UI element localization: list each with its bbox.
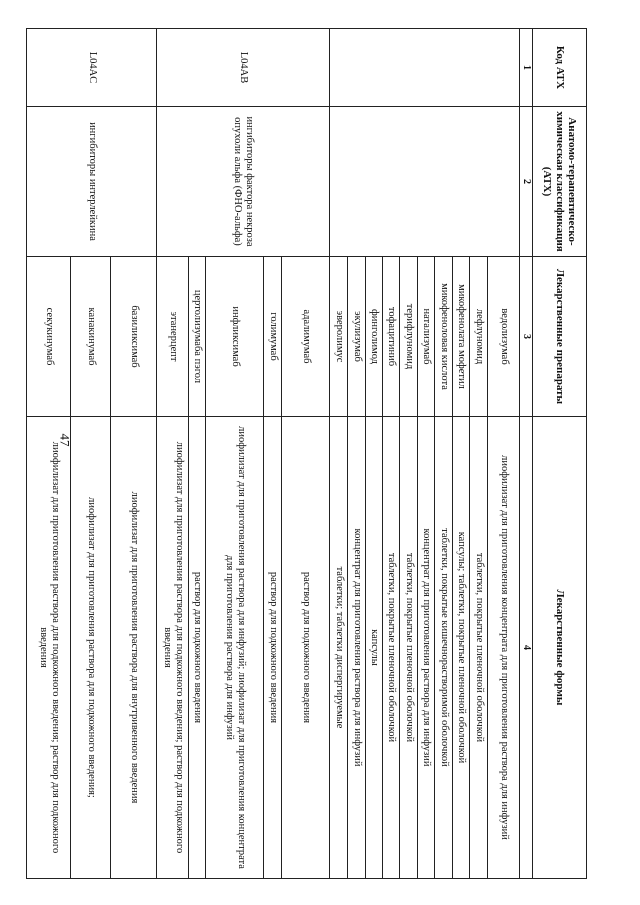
drug-name: лефлуномид — [470, 257, 488, 417]
column-number: 4 — [520, 417, 533, 879]
dosage-form: лиофилизат для приготовления концентрата для приготовления раствора для инфузий — [488, 417, 520, 879]
header-class: Анатомо-терапевтическо-химическая классификация (АТХ) — [533, 107, 587, 257]
drug-name: инфликсимаб — [206, 257, 264, 417]
drug-name: финголимод — [366, 257, 383, 417]
drug-name: адалимумаб — [282, 257, 330, 417]
dosage-form: лиофилизат для приготовления раствора для подкожного введения; раствор для подкожного введения — [27, 417, 71, 879]
atc-code: L04AC — [27, 29, 157, 107]
dosage-form: лиофилизат для приготовления раствора для подкожного введения; — [71, 417, 111, 879]
drug-table — [26, 28, 587, 879]
dosage-form: концентрат для приготовления раствора для инфузий — [348, 417, 366, 879]
dosage-form: таблетки, покрытые пленочной оболочкой — [383, 417, 400, 879]
dosage-form: таблетки, покрытые пленочной оболочкой — [400, 417, 418, 879]
dosage-form: концентрат для приготовления раствора для инфузий — [418, 417, 435, 879]
page-number: 47 — [57, 433, 73, 447]
dosage-form: раствор для подкожного введения — [282, 417, 330, 879]
header-forms: Лекарственные формы — [533, 417, 587, 879]
drug-name: натализумаб — [418, 257, 435, 417]
dosage-form: таблетки, покрытые кишечнорастворимой оболочкой — [435, 417, 453, 879]
drug-name: микофенолата мофетил — [453, 257, 470, 417]
column-number: 3 — [520, 257, 533, 417]
dosage-form: лиофилизат для приготовления раствора для подкожного введения; раствор для подкожного введения — [157, 417, 189, 879]
column-number: 1 — [520, 29, 533, 107]
drug-name: голимумаб — [264, 257, 282, 417]
dosage-form: таблетки, покрытые пленочной оболочкой — [470, 417, 488, 879]
header-code: Код АТХ — [533, 29, 587, 107]
column-number: 2 — [520, 107, 533, 257]
drug-name: этанерцепт — [157, 257, 189, 417]
drug-name: терифлуномид — [400, 257, 418, 417]
dosage-form: раствор для подкожного введения — [264, 417, 282, 879]
atc-code: L04AB — [157, 29, 330, 107]
drug-name: базиликсимаб — [111, 257, 157, 417]
dosage-form: лиофилизат для приготовления раствора для внутривенного введения — [111, 417, 157, 879]
drug-name: тофацитиниб — [383, 257, 400, 417]
dosage-form: таблетки; таблетки диспергируемые — [330, 417, 348, 879]
drug-name: эверолимус — [330, 257, 348, 417]
dosage-form: капсулы — [366, 417, 383, 879]
drug-name: ведолизумаб — [488, 257, 520, 417]
dosage-form: капсулы; таблетки, покрытые пленочной оболочкой — [453, 417, 470, 879]
dosage-form: раствор для подкожного введения — [189, 417, 206, 879]
atc-class: ингибиторы фактора некроза опухоли альфа (ФНО-альфа) — [157, 107, 330, 257]
atc-class: ингибиторы интерлейкина — [27, 107, 157, 257]
header-drugs: Лекарственные препараты — [533, 257, 587, 417]
dosage-form: лиофилизат для приготовления раствора для инфузий; лиофилизат для приготовления концентрата для приготовления раствора для инфузий — [206, 417, 264, 879]
drug-name: цертолизумаба пэгол — [189, 257, 206, 417]
drug-name: микофеноловая кислота — [435, 257, 453, 417]
drug-name: экулизумаб — [348, 257, 366, 417]
drug-name: канакинумаб — [71, 257, 111, 417]
class-cell-empty — [330, 107, 520, 257]
code-cell-empty — [330, 29, 520, 107]
drug-name: секукинумаб — [27, 257, 71, 417]
